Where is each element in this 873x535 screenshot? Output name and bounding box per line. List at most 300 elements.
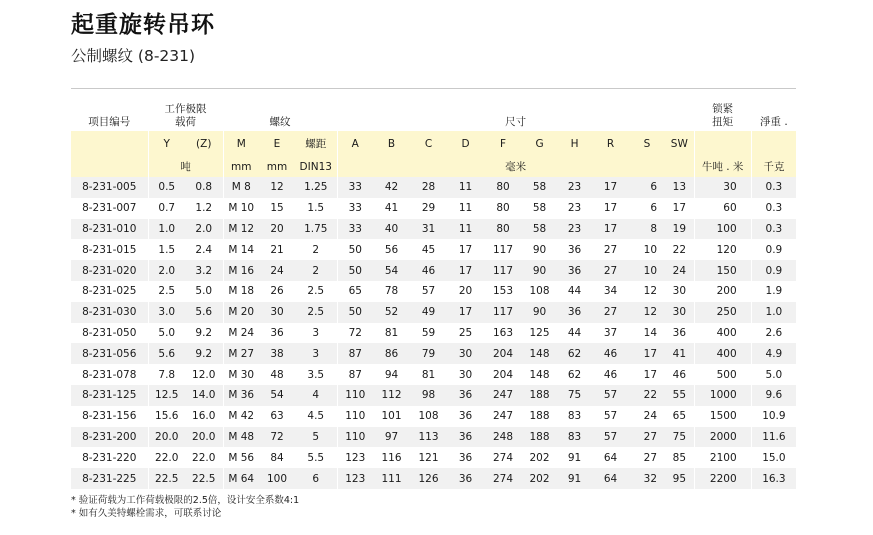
cell-c: 29 <box>421 202 436 215</box>
cell-f: 80 <box>484 219 522 240</box>
cell-g: 90 <box>522 260 557 281</box>
cell-r: 34 <box>603 285 618 298</box>
cell-e: 54 <box>259 385 295 406</box>
cell-h: 75 <box>557 385 592 406</box>
cell-item-no: 8-231-030 <box>71 302 148 323</box>
cell-g: 90 <box>532 243 547 256</box>
cell-sw: 75 <box>665 427 694 448</box>
cell-f: 117 <box>484 302 522 323</box>
cell-r: 46 <box>592 343 629 364</box>
unit-mm-m: mm <box>223 156 259 177</box>
cell-a: 123 <box>337 468 373 489</box>
cell-d: 36 <box>458 410 473 423</box>
cell-h: 83 <box>557 427 592 448</box>
cell-e: 48 <box>270 368 284 381</box>
cell-d: 36 <box>458 451 473 464</box>
cell-h: 23 <box>557 177 592 198</box>
cell-b: 42 <box>373 177 410 198</box>
cell-item-no: 8-231-078 <box>82 368 137 381</box>
cell-r: 27 <box>592 302 629 323</box>
cell-pitch: 2 <box>312 243 320 256</box>
cell-pitch: 4 <box>295 385 337 406</box>
cell-a: 72 <box>337 323 373 344</box>
cell-c: 59 <box>421 326 436 339</box>
cell-z: 1.2 <box>195 202 213 215</box>
cell-item-no: 8-231-050 <box>82 326 137 339</box>
cell-weight: 10.9 <box>751 406 796 427</box>
cell-weight: 0.3 <box>751 219 796 240</box>
cell-z: 22.5 <box>185 468 223 489</box>
cell-r: 57 <box>592 385 629 406</box>
cell-item-no: 8-231-025 <box>82 285 137 298</box>
cell-z: 9.2 <box>185 343 223 364</box>
cell-torque: 1500 <box>694 406 751 427</box>
cell-g: 58 <box>522 219 557 240</box>
col-e: E <box>259 131 295 156</box>
table-row <box>71 468 796 489</box>
col-pitch: 螺距 <box>295 131 337 156</box>
cell-e: 72 <box>259 427 295 448</box>
cell-g: 188 <box>529 410 550 423</box>
col-r: R <box>592 131 629 156</box>
cell-s: 6 <box>650 202 658 215</box>
cell-e: 38 <box>259 343 295 364</box>
unit-din: DIN13 <box>295 156 337 177</box>
cell-z: 14.0 <box>185 385 223 406</box>
cell-weight: 11.6 <box>751 427 796 448</box>
cell-s: 10 <box>629 260 665 281</box>
cell-m: M 36 <box>223 385 259 406</box>
cell-m: M 14 <box>223 239 259 260</box>
cell-a: 110 <box>337 427 373 448</box>
cell-h: 23 <box>557 219 592 240</box>
cell-c: 31 <box>410 219 447 240</box>
cell-pitch: 2.5 <box>307 285 325 298</box>
cell-torque: 250 <box>694 302 751 323</box>
cell-e: 63 <box>270 410 284 423</box>
cell-r: 64 <box>603 451 618 464</box>
cell-h: 91 <box>567 451 582 464</box>
cell-g: 202 <box>529 451 550 464</box>
cell-d: 11 <box>447 219 484 240</box>
cell-item-no: 8-231-225 <box>71 468 148 489</box>
cell-g: 58 <box>532 202 547 215</box>
table-row <box>71 281 796 302</box>
cell-z: 3.2 <box>185 260 223 281</box>
footnote-1: * 验证荷载为工作荷载极限的2.5倍，设计安全系数4:1 <box>71 495 300 506</box>
col-torque-blank <box>694 131 751 156</box>
cell-z: 5.6 <box>185 302 223 323</box>
cell-e: 24 <box>259 260 295 281</box>
cell-y: 1.0 <box>148 219 185 240</box>
cell-y: 0.7 <box>148 198 185 219</box>
cell-m: M 18 <box>223 281 259 302</box>
cell-a: 87 <box>337 364 373 385</box>
cell-b: 52 <box>373 302 410 323</box>
cell-item-no: 8-231-005 <box>71 177 148 198</box>
table-row <box>71 343 796 364</box>
cell-weight: 1.0 <box>751 302 796 323</box>
cell-g: 188 <box>522 427 557 448</box>
cell-sw: 55 <box>665 385 694 406</box>
cell-b: 78 <box>384 285 399 298</box>
cell-s: 27 <box>643 451 658 464</box>
cell-g: 148 <box>529 368 550 381</box>
cell-h: 62 <box>567 368 582 381</box>
col-g: G <box>522 131 557 156</box>
cell-d: 11 <box>458 202 473 215</box>
cell-torque: 100 <box>694 219 751 240</box>
cell-h: 62 <box>557 343 592 364</box>
cell-torque: 2100 <box>694 447 751 468</box>
cell-sw: 36 <box>672 326 687 339</box>
cell-e: 15 <box>270 202 284 215</box>
cell-torque: 2000 <box>694 427 751 448</box>
cell-sw: 30 <box>672 285 687 298</box>
cell-torque: 200 <box>694 281 751 302</box>
cell-sw: 17 <box>672 202 687 215</box>
cell-g: 202 <box>522 468 557 489</box>
cell-a: 50 <box>337 302 373 323</box>
col-d: D <box>447 131 484 156</box>
cell-d: 17 <box>447 260 484 281</box>
cell-r: 27 <box>603 243 618 256</box>
cell-g: 90 <box>522 302 557 323</box>
cell-m: M 42 <box>223 406 259 427</box>
cell-m: M 48 <box>223 427 259 448</box>
cell-z: 12.0 <box>192 368 216 381</box>
cell-h: 44 <box>567 285 582 298</box>
table-row <box>71 239 796 260</box>
cell-item-no: 8-231-056 <box>71 343 148 364</box>
page-title: 起重旋转吊环 <box>71 12 215 38</box>
cell-b: 41 <box>384 202 399 215</box>
page-subtitle: 公制螺纹 (8-231) <box>71 47 196 65</box>
cell-r: 57 <box>603 410 618 423</box>
cell-s: 17 <box>643 368 658 381</box>
cell-h: 36 <box>567 243 582 256</box>
cell-s: 32 <box>629 468 665 489</box>
cell-sw: 24 <box>665 260 694 281</box>
col-c: C <box>410 131 447 156</box>
cell-e: 100 <box>259 468 295 489</box>
cell-torque: 120 <box>694 239 751 260</box>
cell-y: 5.0 <box>148 323 185 344</box>
header-net-weight: 淨重 . <box>751 89 796 132</box>
cell-torque: 150 <box>694 260 751 281</box>
table-row <box>71 302 796 323</box>
col-a: A <box>337 131 373 156</box>
cell-weight: 9.6 <box>751 385 796 406</box>
col-b: B <box>373 131 410 156</box>
header-row-columns <box>71 131 796 156</box>
cell-r: 64 <box>592 468 629 489</box>
cell-y: 2.0 <box>148 260 185 281</box>
cell-s: 14 <box>643 326 658 339</box>
cell-y: 22.5 <box>148 468 185 489</box>
footnote-2: * 如有久美特螺栓需求，可联系讨论 <box>71 508 222 519</box>
cell-d: 30 <box>458 368 473 381</box>
cell-y: 15.6 <box>148 406 185 427</box>
cell-a: 50 <box>337 239 373 260</box>
cell-b: 112 <box>373 385 410 406</box>
cell-sw: 19 <box>665 219 694 240</box>
cell-d: 17 <box>447 302 484 323</box>
cell-b: 97 <box>373 427 410 448</box>
cell-e: 84 <box>270 451 284 464</box>
cell-c: 79 <box>410 343 447 364</box>
unit-weight: 千克 <box>751 156 796 177</box>
cell-r: 17 <box>592 219 629 240</box>
cell-e: 12 <box>259 177 295 198</box>
cell-weight: 2.6 <box>751 323 796 344</box>
cell-r: 27 <box>592 260 629 281</box>
cell-weight: 0.3 <box>751 198 796 219</box>
table-row <box>71 447 796 468</box>
cell-h: 91 <box>557 468 592 489</box>
col-z: (Z) <box>185 131 223 156</box>
cell-s: 10 <box>643 243 658 256</box>
cell-h: 23 <box>567 202 582 215</box>
cell-s: 22 <box>629 385 665 406</box>
cell-weight: 5.0 <box>751 364 796 385</box>
cell-f: 80 <box>496 202 510 215</box>
cell-weight: 1.9 <box>751 281 796 302</box>
cell-z: 0.8 <box>185 177 223 198</box>
table-row <box>71 406 796 427</box>
cell-f: 274 <box>484 468 522 489</box>
cell-h: 36 <box>557 302 592 323</box>
cell-y: 7.8 <box>148 364 185 385</box>
cell-z: 9.2 <box>195 326 213 339</box>
table-row <box>71 385 796 406</box>
col-h: H <box>557 131 592 156</box>
cell-pitch: 4.5 <box>307 410 325 423</box>
cell-m: M 56 <box>223 447 259 468</box>
cell-g: 188 <box>522 385 557 406</box>
cell-y: 12.5 <box>148 385 185 406</box>
cell-m: M 27 <box>223 343 259 364</box>
cell-m: M 64 <box>223 468 259 489</box>
cell-pitch: 3 <box>312 326 320 339</box>
cell-e: 20 <box>259 219 295 240</box>
cell-item-no: 8-231-200 <box>71 427 148 448</box>
cell-c: 57 <box>421 285 436 298</box>
col-s: S <box>629 131 665 156</box>
cell-f: 153 <box>492 285 514 298</box>
cell-torque: 400 <box>694 343 751 364</box>
cell-y: 2.5 <box>148 281 185 302</box>
cell-f: 248 <box>484 427 522 448</box>
cell-d: 30 <box>447 343 484 364</box>
cell-y: 5.6 <box>148 343 185 364</box>
cell-s: 12 <box>629 302 665 323</box>
col-sw: SW <box>665 131 694 156</box>
cell-b: 56 <box>384 243 399 256</box>
cell-item-no: 8-231-007 <box>82 202 137 215</box>
cell-g: 108 <box>529 285 550 298</box>
cell-m: M 8 <box>223 177 259 198</box>
cell-weight: 16.3 <box>751 468 796 489</box>
cell-r: 57 <box>592 427 629 448</box>
cell-y: 20.0 <box>148 427 185 448</box>
unit-mm-e: mm <box>259 156 295 177</box>
cell-d: 36 <box>447 385 484 406</box>
cell-pitch: 1.75 <box>295 219 337 240</box>
table-row <box>71 323 796 344</box>
cell-item-no: 8-231-220 <box>82 451 137 464</box>
header-thread: 螺纹 <box>223 89 337 132</box>
cell-sw: 22 <box>672 243 687 256</box>
unit-mm-size: 毫米 <box>337 156 694 177</box>
cell-f: 117 <box>484 260 522 281</box>
cell-a: 123 <box>337 447 373 468</box>
cell-sw: 85 <box>672 451 687 464</box>
cell-sw: 30 <box>665 302 694 323</box>
cell-a: 110 <box>337 406 373 427</box>
cell-torque: 2200 <box>694 468 751 489</box>
cell-c: 46 <box>410 260 447 281</box>
cell-sw: 41 <box>665 343 694 364</box>
cell-b: 54 <box>373 260 410 281</box>
cell-z: 20.0 <box>185 427 223 448</box>
cell-e: 36 <box>270 326 284 339</box>
cell-pitch: 1.5 <box>307 202 325 215</box>
col-weight-blank <box>751 131 796 156</box>
cell-f: 163 <box>492 326 514 339</box>
header-blank <box>71 131 148 156</box>
cell-item-no: 8-231-125 <box>71 385 148 406</box>
cell-c: 126 <box>410 468 447 489</box>
cell-r: 37 <box>603 326 618 339</box>
cell-sw: 65 <box>672 410 687 423</box>
table-row <box>71 260 796 281</box>
cell-torque: 500 <box>694 364 751 385</box>
cell-s: 12 <box>643 285 658 298</box>
table-row <box>71 364 796 385</box>
cell-s: 27 <box>629 427 665 448</box>
cell-c: 121 <box>418 451 439 464</box>
cell-weight: 4.9 <box>751 343 796 364</box>
cell-sw: 46 <box>672 368 687 381</box>
header-item-no: 项目编号 <box>71 89 148 132</box>
cell-item-no: 8-231-010 <box>71 219 148 240</box>
cell-b: 81 <box>384 326 399 339</box>
cell-b: 40 <box>373 219 410 240</box>
cell-m: M 16 <box>223 260 259 281</box>
cell-g: 148 <box>522 343 557 364</box>
cell-a: 33 <box>337 219 373 240</box>
cell-c: 49 <box>410 302 447 323</box>
cell-torque: 400 <box>694 323 751 344</box>
cell-pitch: 5 <box>295 427 337 448</box>
cell-e: 21 <box>270 243 284 256</box>
cell-f: 117 <box>492 243 514 256</box>
cell-pitch: 5.5 <box>307 451 325 464</box>
cell-pitch: 1.25 <box>295 177 337 198</box>
cell-s: 6 <box>629 177 665 198</box>
cell-d: 36 <box>447 468 484 489</box>
cell-torque: 30 <box>694 177 751 198</box>
cell-y: 0.5 <box>148 177 185 198</box>
table-row <box>71 177 796 198</box>
cell-g: 58 <box>522 177 557 198</box>
cell-pitch: 3 <box>295 343 337 364</box>
spec-table <box>71 88 796 489</box>
footnotes <box>71 494 299 520</box>
col-f: F <box>484 131 522 156</box>
unit-torque: 牛吨 . 米 <box>694 156 751 177</box>
cell-b: 101 <box>381 410 402 423</box>
cell-a: 65 <box>337 281 373 302</box>
cell-c: 113 <box>410 427 447 448</box>
cell-f: 80 <box>484 177 522 198</box>
cell-s: 8 <box>629 219 665 240</box>
cell-f: 204 <box>492 368 514 381</box>
cell-b: 116 <box>381 451 402 464</box>
cell-pitch: 3.5 <box>307 368 325 381</box>
unit-ton: 吨 <box>148 156 223 177</box>
header-torque: 锁紧 扭矩 <box>694 89 751 132</box>
cell-d: 36 <box>447 427 484 448</box>
cell-weight: 0.9 <box>751 239 796 260</box>
cell-y: 22.0 <box>148 447 185 468</box>
cell-r: 46 <box>603 368 618 381</box>
cell-r: 17 <box>603 202 618 215</box>
cell-item-no: 8-231-156 <box>82 410 137 423</box>
cell-z: 2.4 <box>195 243 213 256</box>
cell-m: M 30 <box>223 364 259 385</box>
cell-e: 30 <box>259 302 295 323</box>
cell-d: 17 <box>458 243 473 256</box>
header-row-groups <box>71 89 796 132</box>
cell-a: 110 <box>337 385 373 406</box>
cell-m: M 20 <box>223 302 259 323</box>
cell-d: 25 <box>458 326 473 339</box>
cell-h: 44 <box>567 326 582 339</box>
cell-z: 22.0 <box>192 451 216 464</box>
cell-pitch: 2.5 <box>295 302 337 323</box>
cell-c: 81 <box>421 368 436 381</box>
cell-m: M 24 <box>223 323 259 344</box>
cell-f: 204 <box>484 343 522 364</box>
cell-s: 17 <box>629 343 665 364</box>
cell-g: 125 <box>529 326 550 339</box>
cell-z: 16.0 <box>192 410 216 423</box>
header-row-units <box>71 156 796 177</box>
cell-r: 17 <box>592 177 629 198</box>
cell-c: 108 <box>418 410 439 423</box>
cell-c: 45 <box>421 243 436 256</box>
cell-torque: 1000 <box>694 385 751 406</box>
cell-b: 94 <box>384 368 399 381</box>
cell-z: 2.0 <box>185 219 223 240</box>
cell-d: 11 <box>447 177 484 198</box>
cell-b: 86 <box>373 343 410 364</box>
cell-f: 274 <box>492 451 514 464</box>
cell-weight: 0.3 <box>751 177 796 198</box>
cell-f: 247 <box>484 385 522 406</box>
cell-c: 28 <box>410 177 447 198</box>
cell-torque: 60 <box>694 198 751 219</box>
cell-e: 26 <box>270 285 284 298</box>
cell-z: 5.0 <box>195 285 213 298</box>
cell-a: 50 <box>337 260 373 281</box>
cell-a: 87 <box>337 343 373 364</box>
col-m: M <box>223 131 259 156</box>
table-row <box>71 198 796 219</box>
cell-a: 33 <box>337 198 373 219</box>
